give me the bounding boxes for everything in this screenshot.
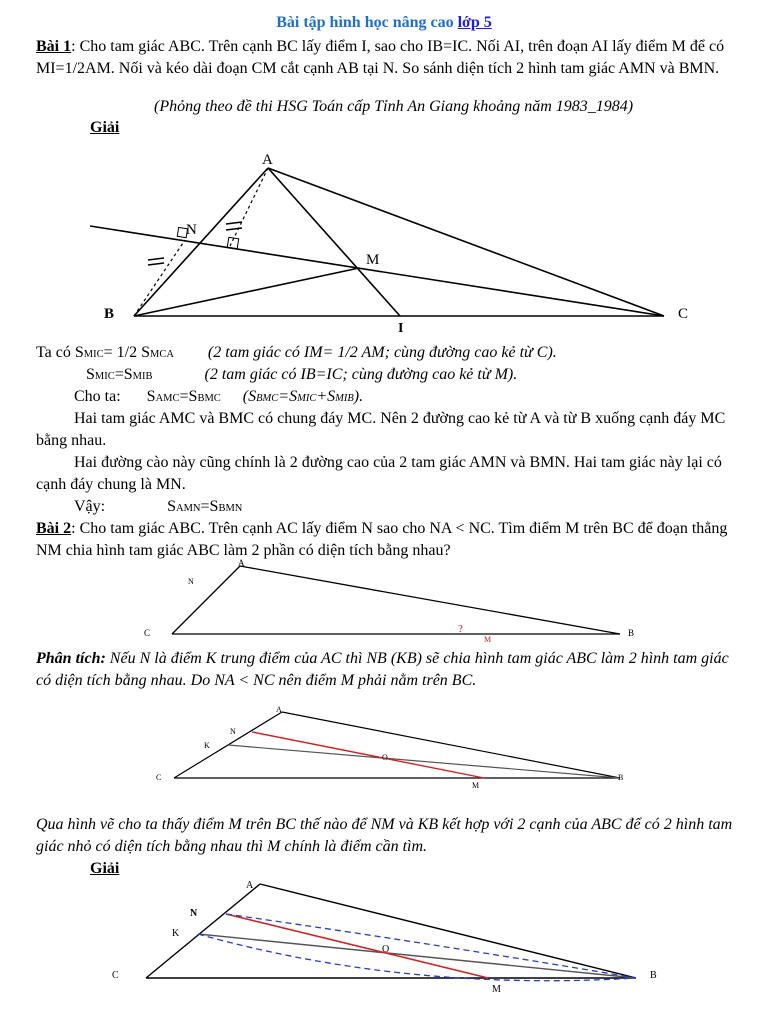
fig4-seg-ac — [146, 884, 260, 978]
phan-tich-label: Phân tích: — [36, 650, 106, 667]
fig3-label-a: A — [276, 705, 282, 714]
bai2-giai-label: Giải — [90, 860, 120, 877]
fig4-label-a: A — [246, 880, 254, 891]
bai1-giai-label: Giải — [90, 119, 120, 136]
title-text: Bài tập hình học nâng cao — [276, 14, 458, 31]
fig1-height-a — [230, 168, 268, 246]
bai1-statement — [36, 36, 740, 80]
bai1-source: (Phỏng theo đề thi HSG Toán cấp Tỉnh An Giang khoảng năm 1983_1984) — [154, 98, 634, 115]
page-title — [0, 14, 768, 32]
fig2-label-m: M — [484, 635, 492, 644]
fig1-seg-nc — [90, 226, 664, 316]
fig1-seg-ai — [268, 168, 400, 316]
fig2-label-c: C — [144, 628, 151, 638]
fig3-seg-nm — [252, 732, 484, 778]
bai1-line3: Cho ta: SAMC=SBMC (SBMC=SMIC+SMIB). — [74, 388, 364, 405]
bai1-line1: Ta có SMIC= 1/2 SMCA (2 tam giác có IM= 1/2 AM; cùng đường cao kẻ từ C). — [36, 344, 557, 361]
fig4-label-m: M — [492, 984, 501, 995]
fig1-label-a: A — [262, 152, 273, 168]
figure-4 — [106, 874, 696, 998]
fig3-seg-ab — [282, 712, 620, 778]
fig1-label-b: B — [104, 306, 115, 322]
bai1-line2: SMIC=SMIB (2 tam giác có IB=IC; cùng đường cao kẻ từ M). — [86, 366, 518, 383]
fig3-label-m: M — [472, 781, 480, 790]
fig3-label-b: B — [618, 773, 624, 782]
fig2-question-mark: ? — [458, 623, 463, 635]
fig1-label-n: N — [186, 222, 197, 238]
fig4-label-o: O — [382, 944, 390, 955]
figure-2 — [140, 558, 660, 646]
bai2-statement — [36, 518, 740, 562]
bai1-para4: Hai tam giác AMC và BMC có chung đáy MC. Nên 2 đường cao kẻ từ A và từ B xuống cạnh đáy MC bằng nhau. — [36, 410, 726, 449]
fig4-seg-nm — [226, 914, 488, 978]
bai2-text: : Cho tam giác ABC. Trên cạnh AC lấy điểm N sao cho NA < NC. Tìm điểm M trên BC để đoạn thẳng NM chia hình tam giác ABC làm 2 phần có diện tích bằng nhau? — [36, 520, 728, 559]
fig3-label-o: O — [382, 753, 388, 762]
fig1-label-i: I — [398, 321, 404, 336]
fig4-label-n: N — [190, 908, 198, 919]
fig3-label-k: K — [204, 741, 210, 750]
bai1-giai — [90, 117, 170, 139]
fig2-seg-ab — [240, 566, 620, 634]
fig1-seg-ab — [134, 168, 268, 316]
bai1-para5: Hai đường cào này cũng chính là 2 đường cao của 2 tam giác AMN và BMN. Hai tam giác này lại có cạnh đáy chung là MN. — [36, 454, 722, 493]
fig1-seg-bm — [134, 268, 359, 316]
phan-tich — [36, 648, 740, 692]
fig2-label-a: A — [238, 558, 245, 568]
fig1-tick-1 — [148, 258, 164, 260]
fig1-tick-4 — [226, 228, 242, 230]
bai1-line6: Vậy: SAMN=SBMN — [74, 498, 243, 515]
fig3-seg-kb — [228, 745, 620, 778]
bai2-label: Bài 2 — [36, 520, 72, 537]
fig1-seg-ac — [268, 168, 664, 316]
figure-1 — [90, 148, 710, 338]
fig4-label-k: K — [172, 928, 180, 939]
fig2-label-b: B — [628, 628, 635, 638]
fig1-label-m: M — [366, 252, 380, 268]
qua-hinh-ve: Qua hình vẽ cho ta thấy điểm M trên BC thế nào để NM và KB kết hợp với 2 cạnh của ABC để có 2 hình tam giác nhỏ có diện tích bằng nhau thì M chính là điểm cần tìm. — [36, 816, 733, 855]
fig4-label-b: B — [650, 970, 657, 981]
fig4-seg-kb — [198, 934, 636, 978]
title-link[interactable]: lớp 5 — [457, 14, 492, 31]
bai1-label: Bài 1 — [36, 38, 72, 55]
fig1-tick-2 — [148, 263, 164, 265]
fig2-label-n: N — [188, 577, 194, 586]
fig1-tick-3 — [226, 222, 242, 224]
fig4-label-c: C — [112, 970, 119, 981]
fig2-seg-ac — [172, 566, 240, 634]
fig4-dashed-arc-1 — [226, 914, 636, 978]
phan-tich-text: Nếu N là điểm K trung điểm của AC thì NB (KB) sẽ chia hình tam giác ABC làm 2 hình tam giác có diện tích bằng nhau. Do NA < NC nên điểm M phải nằm trên BC. — [36, 650, 729, 689]
bai1-text: : Cho tam giác ABC. Trên cạnh BC lấy điểm I, sao cho IB=IC. Nối AI, trên đoạn AI lấy điểm M để có MI=1/2AM. Nối và kéo dài đoạn CM cắt cạnh AB tại N. So sánh diện tích 2 hình tam giác AMN và BMN. — [36, 38, 725, 77]
fig3-label-n: N — [230, 727, 236, 736]
fig1-label-c: C — [678, 306, 689, 322]
fig3-label-c: C — [156, 773, 162, 782]
fig4-seg-ab — [260, 884, 636, 978]
fig1-height-b — [134, 240, 185, 316]
figure-3 — [150, 700, 640, 798]
